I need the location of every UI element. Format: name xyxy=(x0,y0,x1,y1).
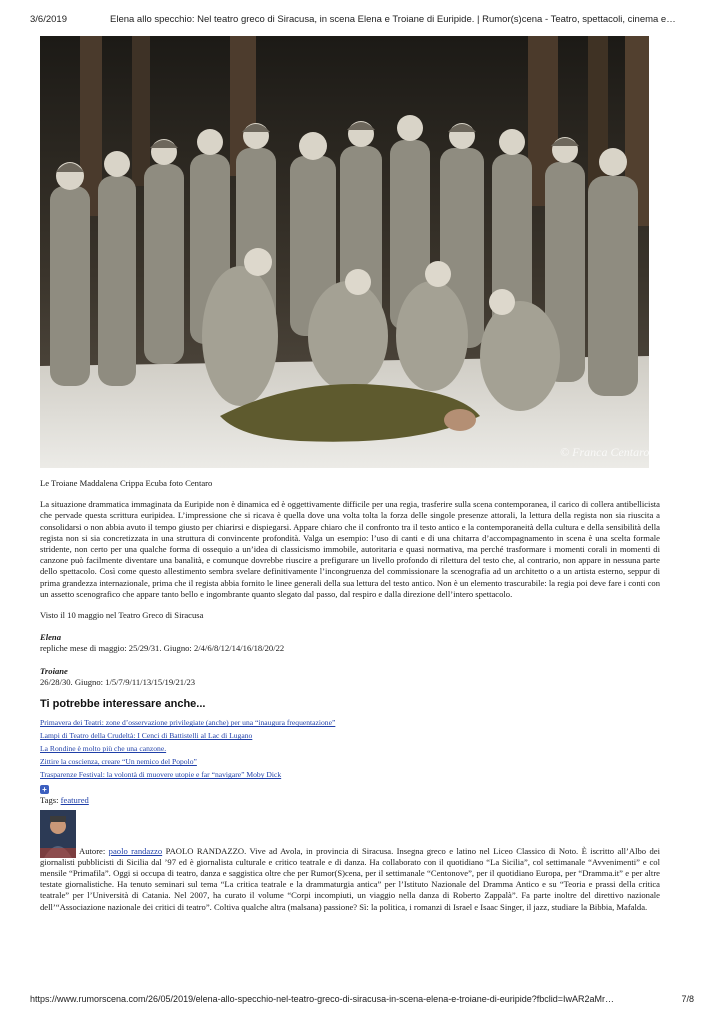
author-label: Autore: xyxy=(79,845,106,856)
photo-credit: © Franca Centaro xyxy=(560,445,649,459)
plus-icon[interactable]: + xyxy=(40,785,49,794)
list-item xyxy=(40,718,660,728)
author-link[interactable]: paolo randazzo xyxy=(108,845,163,856)
tags-row xyxy=(40,795,660,806)
show-title-elena: Elena xyxy=(40,632,62,643)
article-paragraph: La situazione drammatica immaginata da Euripide non è dinamica ed è oggettivamente difficile per una regia, trasferire sulla scena contemporanea, il carico di collera antibellicista che pervade questa scrittura euripidea. L’impressione che si ricava è quella dove una volta tolta la forza delle singole presenze attorali, la lettura della regista non sia riuscita a consolidarsi o non abbia avuto il tempo giusto per chiarirsi e dispiegarsi. Appare chiaro che il confronto tra il testo antico e la contemporaneità della cultura e della sensibilità della regista non si sia concretizzata in una struttura di convincente profondità. Valga un esempio: l’uso di canti e di una chitarra d’accompagnamento in scena è una scelta formale stridente, non certo per una qualche forma di ossequio a un’idea di classicismo immobile, autoritaria e quasi normativa, ma perché trasformare i momenti corali in momenti di canzone può facilmente diventare una banalità, e comunque dovrebbe riuscire a prefigurare un livello profondo di rilettura del testo che, al contrario, non appare in nessuna parte dello spettacolo. Così come questo allestimento sembra svelare definitivamente l’incongruenza del commissionare la scenografia ad un architetto o a un artista esterno, seppur di prima grandezza internazionale, prima che il regista abbia fornito le linee generali della sua lettura del testo antico. Non è un elemento trascurabile: la regia poi deve fare i conti con un assetto scenografico che appare tanto bello e ingombrante quanto slegato dal passo, dal respiro e dalla direzione dell’intero spettacolo. xyxy=(40,499,660,599)
author-bio: PAOLO RANDAZZO. Vive ad Avola, in provincia di Siracusa. Insegna greco e latino nel Liceo Classico di Noto. È iscritto all’Albo dei giornalisti pubblicisti di Sicilia dal ’97 ed è giornalista culturale e critico teatrale e di danza. Ha collaborato con il quotidiano “La Sicilia”, col settimanale “Avvenimenti” e col mensile “Primafila”. Oggi si occupa di teatro, danza e saggistica oltre che per Rumor(S)cena, per il settimanale “Centonove”, per il quotidiano Europa, per “Dramma.it” e per altre testate giornalistiche. Ha tenuto seminari sul tema “La critica teatrale e la drammaturgia antica” per l’Istituto Nazionale del Dramma Antico e su “Teoria e prassi della critica teatrale” per l’Università di Catania. Nel 2007, ha curato il volume “Corpi incompiuti, un viaggio nella danza di Roberto Zappalà”. Fa parte inoltre del direttivo nazionale dell’“Associazione nazionale dei critici di teatro”. Coltiva qualche altra (malsana) passione? Sì: la politica, i romanzi di Israel e Isaac Singer, il jazz, studiare la Bibbia, Mafalda. xyxy=(40,845,660,912)
related-link[interactable]: Trasparenze Festival: la volontà di muovere utopie e far “navigare” Moby Dick xyxy=(40,770,282,780)
show-dates-troiane: 26/28/30. Giugno: 1/5/7/9/11/13/15/19/21/23 xyxy=(40,676,196,687)
related-link[interactable]: La Rondine è molto più che una canzone. xyxy=(40,744,167,754)
show-dates-elena: repliche mese di maggio: 25/29/31. Giugno: 2/4/6/8/12/14/16/18/20/22 xyxy=(40,643,285,654)
related-links-list xyxy=(40,718,660,780)
photo-caption: Le Troiane Maddalena Crippa Ecuba foto Centaro xyxy=(40,478,213,488)
print-url: https://www.rumorscena.com/26/05/2019/elena-allo-specchio-nel-teatro-greco-di-siracusa-in-scena-elena-e-troiane-di-euripide?fbclid=IwAR2aMr… xyxy=(30,994,615,1004)
related-link[interactable]: Lampi di Teatro della Crudeltà: I Cenci di Battistelli al Lac di Lugano xyxy=(40,731,253,741)
article-body xyxy=(40,478,660,913)
author-bio-block xyxy=(40,846,660,913)
author-box xyxy=(40,810,660,913)
show-title-troiane: Troiane xyxy=(40,665,68,676)
related-link[interactable]: Primavera dei Teatri: zone d’osservazione privilegiate (anche) per una “inaugura frequentazione” xyxy=(40,718,336,728)
print-footer xyxy=(30,994,694,1006)
list-item xyxy=(40,757,660,767)
print-header xyxy=(30,14,694,28)
related-heading: Ti potrebbe interessare anche... xyxy=(40,698,206,711)
list-item xyxy=(40,731,660,741)
tags-label: Tags: xyxy=(40,795,59,806)
tag-link-featured[interactable]: featured xyxy=(60,795,89,806)
performance-note: Visto il 10 maggio nel Teatro Greco di Siracusa xyxy=(40,610,204,621)
print-date: 3/6/2019 xyxy=(30,14,67,25)
related-link[interactable]: Zittire la coscienza, creare “Un nemico del Popolo” xyxy=(40,757,197,767)
page-number: 7/8 xyxy=(681,994,694,1004)
list-item xyxy=(40,744,660,754)
photo-scene xyxy=(40,36,649,468)
list-item xyxy=(40,770,660,780)
article-photo xyxy=(40,36,649,468)
print-page-title: Elena allo specchio: Nel teatro greco di Siracusa, in scena Elena e Troiane di Euripide. | Rumor(s)cena - Teatro, spettacoli, cinema e… xyxy=(110,14,676,25)
